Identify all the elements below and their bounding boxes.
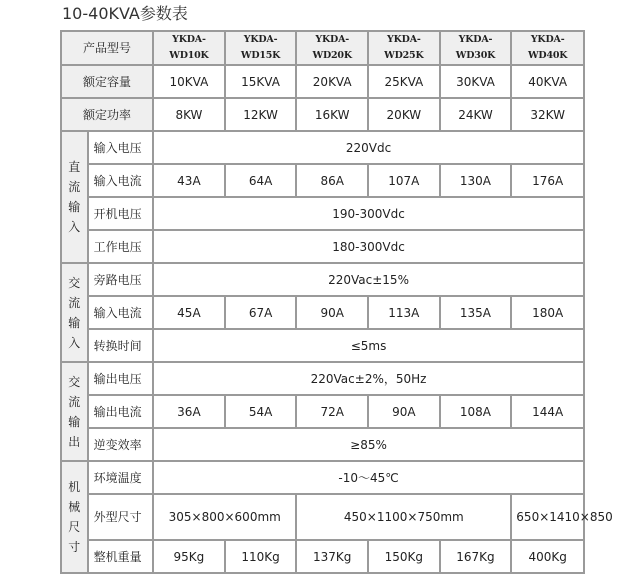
value-cell: 90A bbox=[297, 297, 367, 328]
value-cell: 650×1410×850 bbox=[512, 495, 583, 539]
value-cell: 220Vac±15% bbox=[154, 264, 583, 295]
value-cell: 24KW bbox=[441, 99, 511, 130]
value-cell: 305×800×600mm bbox=[154, 495, 295, 539]
value-cell: 86A bbox=[297, 165, 367, 196]
value-cell: 32KW bbox=[512, 99, 583, 130]
value-cell: 40KVA bbox=[512, 66, 583, 97]
value-cell: 130A bbox=[441, 165, 511, 196]
row-weight bbox=[62, 541, 583, 572]
row-ambient-temp bbox=[62, 462, 583, 493]
group-label-dc-input: 直流输入 bbox=[62, 132, 87, 262]
value-cell: 30KVA bbox=[441, 66, 511, 97]
model-cell: YKDA-WD40K bbox=[512, 32, 583, 64]
value-cell: 220Vac±2%，50Hz bbox=[154, 363, 583, 394]
value-cell: 113A bbox=[369, 297, 439, 328]
row-dc-input-voltage bbox=[62, 132, 583, 163]
value-cell: 12KW bbox=[226, 99, 296, 130]
label-ac-input-current: 输入电流 bbox=[89, 297, 153, 328]
value-cell: 72A bbox=[297, 396, 367, 427]
parameter-table bbox=[60, 30, 613, 574]
label-dc-input-voltage: 输入电压 bbox=[89, 132, 153, 163]
value-cell: -10～45℃ bbox=[154, 462, 583, 493]
label-dimensions: 外型尺寸 bbox=[89, 495, 153, 539]
label-rated-power: 额定功率 bbox=[62, 99, 152, 130]
value-cell: 16KW bbox=[297, 99, 367, 130]
value-cell: ≥85% bbox=[154, 429, 583, 460]
label-ac-bypass-voltage: 旁路电压 bbox=[89, 264, 153, 295]
group-label-ac-output: 交流输出 bbox=[62, 363, 87, 460]
value-cell: 90A bbox=[369, 396, 439, 427]
value-cell: ≤5ms bbox=[154, 330, 583, 361]
value-cell: 176A bbox=[512, 165, 583, 196]
value-cell: 220Vdc bbox=[154, 132, 583, 163]
row-dc-working-voltage bbox=[62, 231, 583, 262]
value-cell: 10KVA bbox=[154, 66, 224, 97]
row-rated-capacity bbox=[62, 66, 583, 97]
label-ambient-temp: 环境温度 bbox=[89, 462, 153, 493]
label-weight: 整机重量 bbox=[89, 541, 153, 572]
value-cell: 110Kg bbox=[226, 541, 296, 572]
model-cell: YKDA-WD15K bbox=[226, 32, 296, 64]
page-title: 10-40KVA参数表 bbox=[62, 4, 188, 23]
row-rated-power bbox=[62, 99, 583, 130]
value-cell: 137Kg bbox=[297, 541, 367, 572]
row-model bbox=[62, 32, 583, 64]
row-ac-switch-time bbox=[62, 330, 583, 361]
value-cell: 20KW bbox=[369, 99, 439, 130]
value-cell: 167Kg bbox=[441, 541, 511, 572]
value-cell: 450×1100×750mm bbox=[297, 495, 510, 539]
value-cell: 20KVA bbox=[297, 66, 367, 97]
label-ac-output-voltage: 输出电压 bbox=[89, 363, 153, 394]
label-dc-working-voltage: 工作电压 bbox=[89, 231, 153, 262]
group-label-mechanical: 机械尺寸 bbox=[62, 462, 87, 572]
value-cell: 180-300Vdc bbox=[154, 231, 583, 262]
model-cell: YKDA-WD10K bbox=[154, 32, 224, 64]
label-ac-efficiency: 逆变效率 bbox=[89, 429, 153, 460]
row-ac-bypass-voltage bbox=[62, 264, 583, 295]
value-cell: 108A bbox=[441, 396, 511, 427]
label-ac-switch-time: 转换时间 bbox=[89, 330, 153, 361]
row-ac-output-voltage bbox=[62, 363, 583, 394]
value-cell: 144A bbox=[512, 396, 583, 427]
value-cell: 67A bbox=[226, 297, 296, 328]
value-cell: 95Kg bbox=[154, 541, 224, 572]
value-cell: 400Kg bbox=[512, 541, 583, 572]
model-cell: YKDA-WD25K bbox=[369, 32, 439, 64]
value-cell: 135A bbox=[441, 297, 511, 328]
value-cell: 43A bbox=[154, 165, 224, 196]
value-cell: 45A bbox=[154, 297, 224, 328]
row-ac-efficiency bbox=[62, 429, 583, 460]
model-cell: YKDA-WD30K bbox=[441, 32, 511, 64]
value-cell: 150Kg bbox=[369, 541, 439, 572]
row-ac-output-current bbox=[62, 396, 583, 427]
row-dc-input-current bbox=[62, 165, 583, 196]
value-cell: 64A bbox=[226, 165, 296, 196]
label-dc-input-current: 输入电流 bbox=[89, 165, 153, 196]
value-cell: 180A bbox=[512, 297, 583, 328]
label-dc-startup-voltage: 开机电压 bbox=[89, 198, 153, 229]
row-dc-startup-voltage bbox=[62, 198, 583, 229]
row-dimensions bbox=[62, 495, 583, 539]
row-ac-input-current bbox=[62, 297, 583, 328]
value-cell: 8KW bbox=[154, 99, 224, 130]
label-rated-capacity: 额定容量 bbox=[62, 66, 152, 97]
label-product-model: 产品型号 bbox=[62, 32, 152, 64]
value-cell: 190-300Vdc bbox=[154, 198, 583, 229]
model-cell: YKDA-WD20K bbox=[297, 32, 367, 64]
value-cell: 107A bbox=[369, 165, 439, 196]
value-cell: 25KVA bbox=[369, 66, 439, 97]
group-label-ac-input: 交流输入 bbox=[62, 264, 87, 361]
label-ac-output-current: 输出电流 bbox=[89, 396, 153, 427]
value-cell: 36A bbox=[154, 396, 224, 427]
value-cell: 54A bbox=[226, 396, 296, 427]
value-cell: 15KVA bbox=[226, 66, 296, 97]
